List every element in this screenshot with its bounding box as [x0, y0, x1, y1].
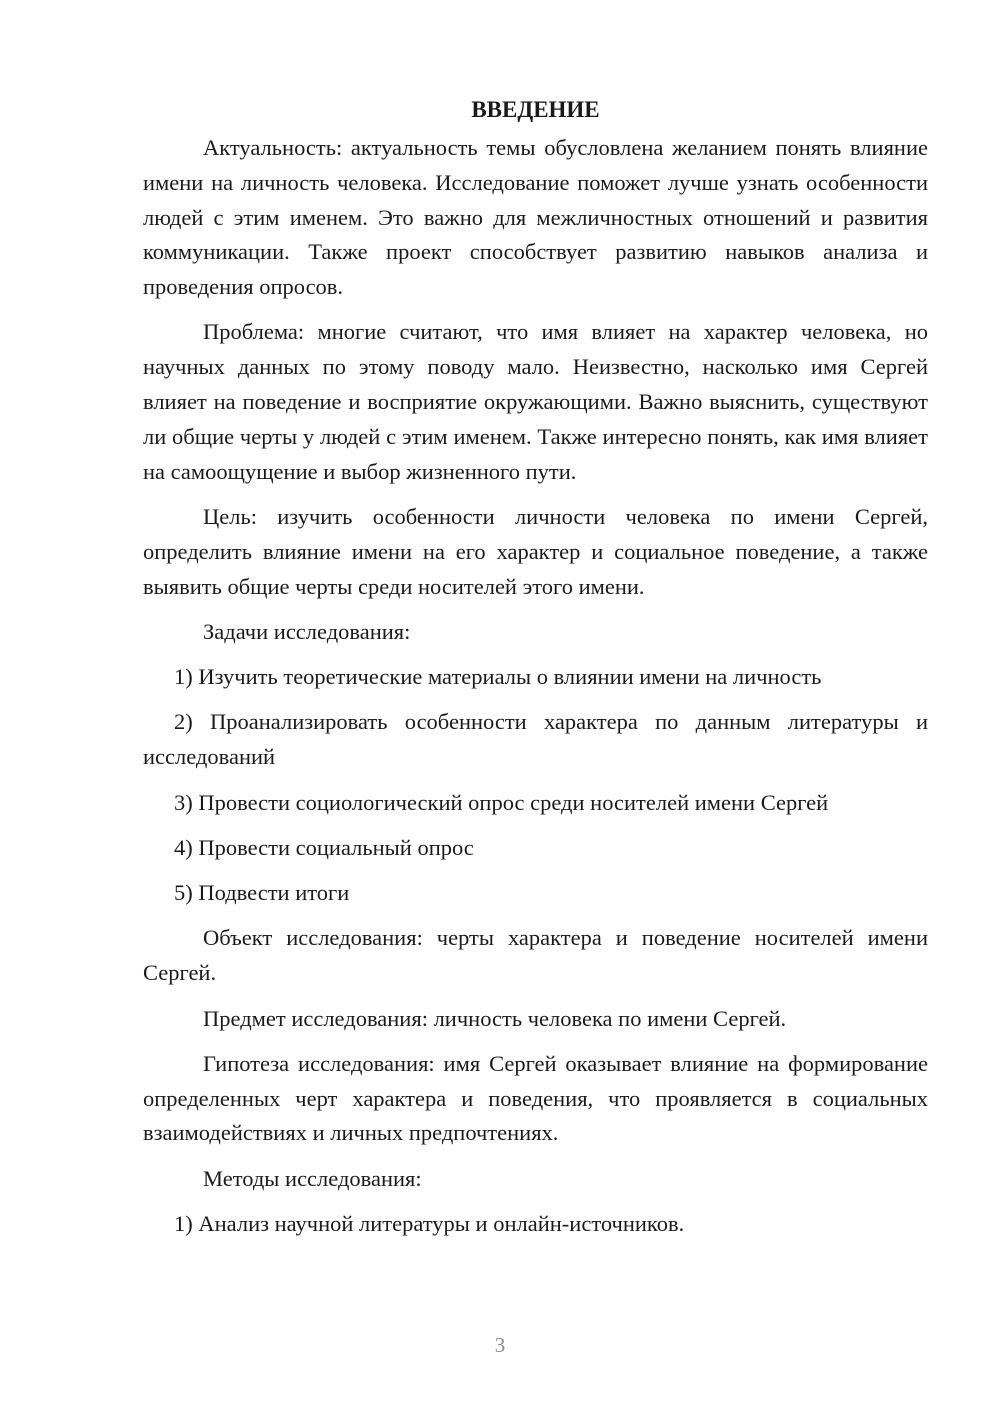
section-title: ВВЕДЕНИЕ	[471, 97, 600, 122]
task-item: 2) Проанализировать особенности характера по данным литературы и исследований	[143, 709, 928, 770]
task-item: 5) Подвести итоги	[174, 880, 350, 906]
goal-paragraph: Цель: изучить особенности личности человека по имени Сергей, определить влияние имени на его характер и социальное поведение, а также выявить общие черты среди носителей этого имени.	[143, 503, 928, 599]
relevance-paragraph: Актуальность: актуальность темы обусловлена желанием понять влияние имени на личность человека. Исследование поможет лучше узнать особенности людей с этим именем. Это важно для межличностных отношений и развития коммуникации. Также проект способствует развитию навыков анализа и проведения опросов.	[143, 135, 928, 300]
methods-heading: Методы исследования:	[203, 1165, 422, 1191]
task-item: 4) Провести социальный опрос	[174, 834, 474, 860]
method-item: 1) Анализ научной литературы и онлайн-источников.	[174, 1211, 685, 1237]
problem-paragraph: Проблема: многие считают, что имя влияет на характер человека, но научных данных по этому поводу мало. Неизвестно, насколько имя Сергей влияет на поведение и восприятие окружающими. Важно выяснить, существуют ли общие черты у людей с этим именем. Также интересно понять, как имя влияет на самоощущение и выбор жизненного пути.	[143, 319, 928, 484]
tasks-heading: Задачи исследования:	[203, 618, 411, 644]
subject-paragraph: Предмет исследования: личность человека по имени Сергей.	[203, 1005, 787, 1031]
page-number: 3	[494, 1333, 506, 1357]
hypothesis-paragraph: Гипотеза исследования: имя Сергей оказывает влияние на формирование определенных черт характера и поведения, что проявляется в социальных взаимодействиях и личных предпочтениях.	[143, 1050, 928, 1146]
task-item: 1) Изучить теоретические материалы о влиянии имени на личность	[174, 664, 822, 690]
object-paragraph: Объект исследования: черты характера и поведение носителей имени Сергей.	[143, 925, 928, 986]
task-item: 3) Провести социологический опрос среди носителей имени Сергей	[174, 789, 829, 815]
document-page	[143, 93, 928, 1252]
